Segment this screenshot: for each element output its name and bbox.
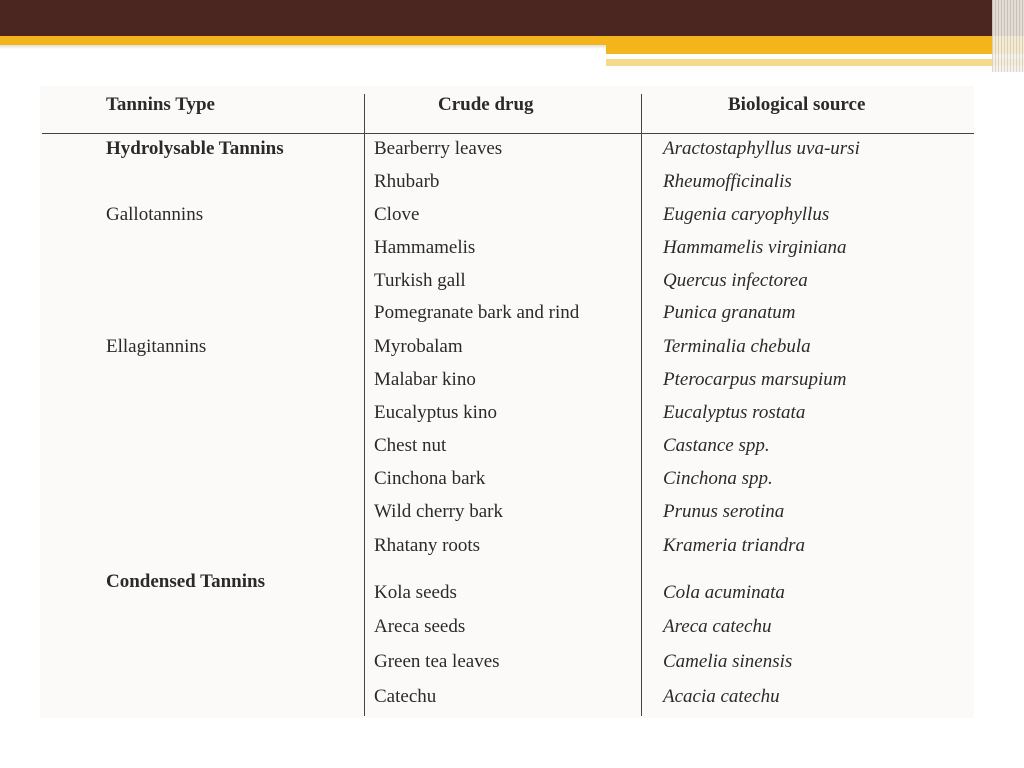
header-accent-line bbox=[826, 68, 996, 70]
crude-drug-cell: Catechu bbox=[374, 686, 437, 707]
biological-source-cell: Quercus infectorea bbox=[663, 270, 808, 291]
biological-source-cell: Terminalia chebula bbox=[663, 336, 811, 357]
crude-drug-cell: Rhatany roots bbox=[374, 535, 481, 556]
header-bar bbox=[0, 0, 1024, 36]
column-divider bbox=[364, 94, 365, 716]
biological-source-cell: Eucalyptus rostata bbox=[663, 402, 806, 423]
crude-drug-cell: Clove bbox=[374, 204, 420, 225]
biological-source-cell: Aractostaphyllus uva-ursi bbox=[663, 138, 860, 159]
tannins-table bbox=[40, 86, 974, 718]
biological-source-cell: Prunus serotina bbox=[663, 501, 785, 522]
biological-source-cell: Rheumofficinalis bbox=[663, 171, 792, 192]
crude-drug-cell: Areca seeds bbox=[374, 616, 466, 637]
column-header-biological-source: Biological source bbox=[728, 94, 866, 115]
column-divider bbox=[641, 94, 642, 716]
header-band-shadow bbox=[0, 45, 606, 49]
biological-source-cell: Cola acuminata bbox=[663, 582, 785, 603]
biological-source-cell: Castance spp. bbox=[663, 435, 770, 456]
biological-source-cell: Krameria triandra bbox=[663, 535, 805, 556]
crude-drug-cell: Cinchona bark bbox=[374, 468, 486, 489]
tannin-type-label: Hydrolysable Tannins bbox=[106, 138, 284, 159]
header-gold-step bbox=[606, 45, 1024, 54]
header-corner-stripes bbox=[992, 0, 1024, 72]
header-divider bbox=[42, 133, 974, 134]
crude-drug-cell: Kola seeds bbox=[374, 582, 457, 603]
crude-drug-cell: Pomegranate bark and rind bbox=[374, 302, 580, 323]
crude-drug-cell: Green tea leaves bbox=[374, 651, 500, 672]
crude-drug-cell: Chest nut bbox=[374, 435, 447, 456]
biological-source-cell: Hammamelis virginiana bbox=[663, 237, 847, 258]
crude-drug-cell: Hammamelis bbox=[374, 237, 476, 258]
biological-source-cell: Eugenia caryophyllus bbox=[663, 204, 830, 225]
header-gold-band bbox=[0, 36, 1024, 45]
crude-drug-cell: Wild cherry bark bbox=[374, 501, 504, 522]
biological-source-cell: Camelia sinensis bbox=[663, 651, 793, 672]
tannin-type-label: Gallotannins bbox=[106, 204, 204, 225]
biological-source-cell: Areca catechu bbox=[663, 616, 772, 637]
header-gold-thin-band bbox=[606, 59, 1024, 66]
crude-drug-cell: Malabar kino bbox=[374, 369, 476, 390]
crude-drug-cell: Rhubarb bbox=[374, 171, 440, 192]
biological-source-cell: Pterocarpus marsupium bbox=[663, 369, 847, 390]
header-accent-line bbox=[620, 57, 948, 59]
tannin-type-label: Condensed Tannins bbox=[106, 571, 265, 592]
crude-drug-cell: Bearberry leaves bbox=[374, 138, 503, 159]
crude-drug-cell: Turkish gall bbox=[374, 270, 466, 291]
biological-source-cell: Punica granatum bbox=[663, 302, 796, 323]
column-header-crude-drug: Crude drug bbox=[438, 94, 534, 115]
column-header-tannins-type: Tannins Type bbox=[106, 94, 215, 115]
biological-source-cell: Cinchona spp. bbox=[663, 468, 773, 489]
crude-drug-cell: Eucalyptus kino bbox=[374, 402, 497, 423]
biological-source-cell: Acacia catechu bbox=[663, 686, 780, 707]
tannin-type-label: Ellagitannins bbox=[106, 336, 207, 357]
crude-drug-cell: Myrobalam bbox=[374, 336, 463, 357]
